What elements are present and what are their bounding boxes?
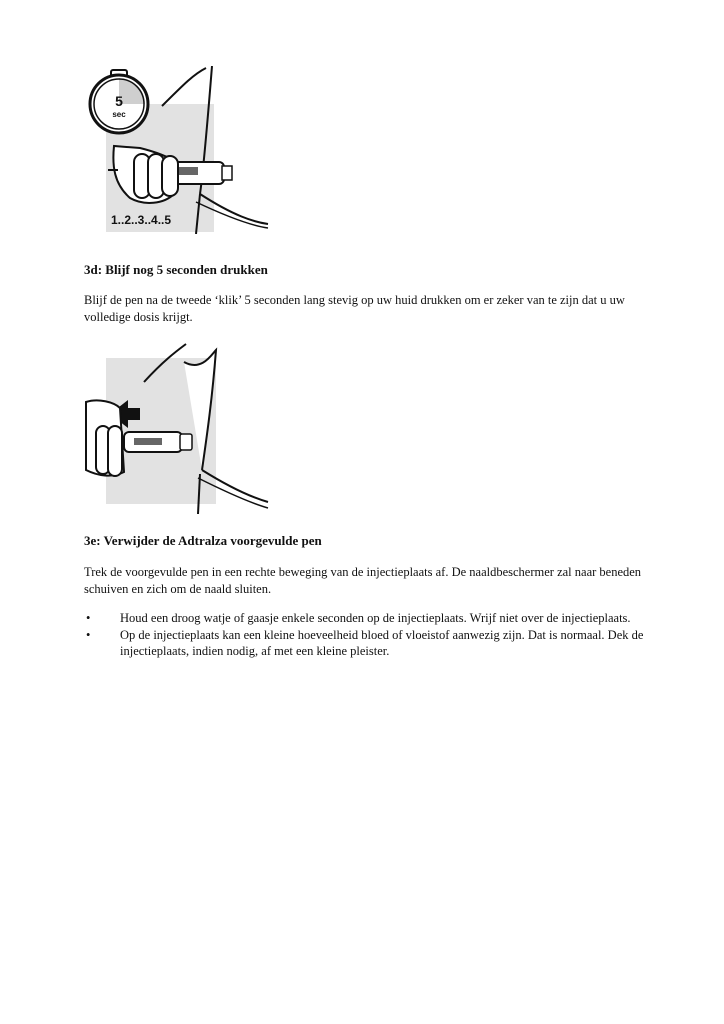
list-item bbox=[84, 610, 644, 626]
bullet-list bbox=[84, 610, 644, 660]
illustration-remove-pen bbox=[84, 342, 280, 514]
list-item-text: Houd een droog watje of gaasje enkele seconden op de injectieplaats. Wrijf niet over de injectieplaats. bbox=[120, 611, 631, 625]
injection-pen bbox=[124, 432, 192, 452]
bullet-dot: • bbox=[86, 628, 91, 642]
section-3e-paragraph: Trek de voorgevulde pen in een rechte beweging van de injectieplaats af. De naaldbeschermer zal naar beneden schuiven en zich om de naald sluiten. bbox=[84, 565, 642, 596]
timer-unit: sec bbox=[112, 110, 126, 119]
list-item-text: Op de injectieplaats kan een kleine hoeveelheid bloed of vloeistof aanwezig zijn. Dat is normaal. Dek de injectieplaats, indien nodig, af met een kleine pleister. bbox=[120, 628, 644, 658]
section-3d-paragraph: Blijf de pen na de tweede ‘klik’ 5 seconden lang stevig op uw huid drukken om er zeker van te zijn dat u uw volledige dosis krijgt. bbox=[84, 293, 625, 324]
count-label: 1..2..3..4..5 bbox=[111, 213, 172, 227]
illustration-hold-pen-5-seconds bbox=[84, 66, 280, 234]
timer-number: 5 bbox=[115, 93, 123, 109]
hand bbox=[86, 400, 124, 476]
section-3e-heading: 3e: Verwijder de Adtralza voorgevulde pen bbox=[84, 533, 322, 548]
section-3d-heading: 3d: Blijf nog 5 seconden drukken bbox=[84, 262, 268, 277]
bullet-dot: • bbox=[86, 611, 91, 625]
stopwatch-icon bbox=[90, 70, 148, 133]
list-item bbox=[84, 627, 644, 659]
